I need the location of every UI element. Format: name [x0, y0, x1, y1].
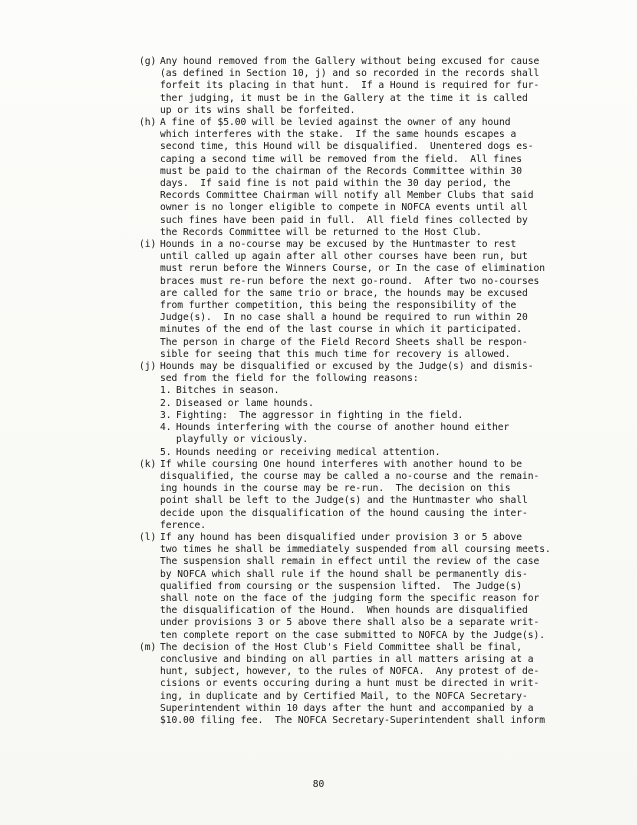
- text-line: (as defined in Section 10, j) and so recorded in the records shall: [160, 68, 540, 80]
- text-line: days. If said fine is not paid within the 30 day period, the: [160, 178, 511, 190]
- rule-section-k: [139, 459, 597, 532]
- text-line: If while coursing One hound interferes with another hound to be: [160, 458, 522, 470]
- text-line: under provisions 3 or 5 above there shall also be a separate writ-: [160, 617, 540, 629]
- text-line: owner is no longer eligible to compete in NOFCA events until all: [160, 202, 528, 214]
- text-line: ference.: [160, 519, 206, 531]
- text-line: such fines have been paid in full. All field fines collected by: [160, 214, 528, 226]
- list-item-number: 3.: [160, 409, 172, 421]
- text-line: $10.00 filing fee. The NOFCA Secretary-Superintendent shall inform: [160, 714, 545, 726]
- text-line: Diseased or lame hounds.: [176, 397, 314, 409]
- list-item-text: [176, 385, 597, 397]
- section-text-j: [160, 361, 597, 459]
- text-line: conclusive and binding on all parties in all matters arising at a: [160, 653, 534, 665]
- text-line: must be paid to the chairman of the Records Committee within 30: [160, 165, 522, 177]
- text-line: caping a second time will be removed from the field. All fines: [160, 153, 522, 165]
- text-line: The person in charge of the Field Record Sheets shall be respon-: [160, 336, 528, 348]
- text-line: Judge(s). In no case shall a hound be required to run within 20: [160, 312, 528, 324]
- text-line: ther judging, it must be in the Gallery at the time it is called: [160, 92, 528, 104]
- section-text-l: [160, 532, 597, 642]
- text-line: second time, this Hound will be disqualified. Unentered dogs es-: [160, 141, 534, 153]
- text-line: sible for seeing that this much time for recovery is allowed.: [160, 348, 511, 360]
- list-item-text: [176, 422, 597, 446]
- list-item-number: 1.: [160, 385, 172, 397]
- list-item-number: 4.: [160, 422, 172, 434]
- section-text-k: [160, 459, 597, 532]
- rule-section-l: [139, 532, 597, 642]
- text-line: Records Committee Chairman will notify all Member Clubs that said: [160, 190, 534, 202]
- text-line: disqualified, the course may be called a no-course and the remain-: [160, 470, 540, 482]
- text-line: Hounds needing or receiving medical attention.: [176, 446, 441, 458]
- text-line: The decision of the Host Club's Field Committee shall be final,: [160, 641, 522, 653]
- text-line: Hounds interfering with the course of another hound either: [176, 422, 510, 434]
- page-number: 80: [312, 779, 325, 790]
- text-line: Superintendent within 10 days after the hunt and accompanied by a: [160, 702, 534, 714]
- section-text-i: [160, 239, 597, 361]
- section-label-j: (j): [139, 361, 157, 373]
- text-line: Fighting: The aggressor in fighting in the field.: [176, 409, 464, 421]
- text-line: cisions or events occuring during a hunt must be directed in writ-: [160, 678, 540, 690]
- list-item-text: [176, 447, 597, 459]
- text-line: shall note on the face of the judging form the specific reason for: [160, 592, 540, 604]
- text-line: forfeit its placing in that hunt. If a Hound is required for fur-: [160, 80, 540, 92]
- text-line: two times he shall be immediately suspended from all coursing meets.: [160, 544, 551, 556]
- text-line: ing hounds in the course may be re-run. The decision on this: [160, 483, 511, 495]
- rule-section-g: [139, 56, 597, 117]
- text-line: are called for the same trio or brace, the hounds may be excused: [160, 287, 528, 299]
- rule-section-j: [139, 361, 597, 459]
- section-label-m: (m): [139, 641, 157, 653]
- section-label-g: (g): [139, 56, 157, 67]
- text-line: sed from the field for the following reasons:: [160, 373, 419, 385]
- text-line: ing, in duplicate and by Certified Mail, to the NOFCA Secretary-: [160, 690, 528, 702]
- list-item: [160, 447, 597, 459]
- disqualification-reasons-list: [160, 385, 597, 458]
- text-line: Bitches in season.: [176, 385, 280, 397]
- text-line: ten complete report on the case submitted to NOFCA by the Judge(s).: [160, 629, 545, 641]
- list-item-number: 5.: [160, 446, 172, 458]
- text-line: must rerun before the Winners Course, or In the case of elimination: [160, 263, 545, 275]
- section-text-h: [160, 117, 597, 239]
- text-line: A fine of $5.00 will be levied against the owner of any hound: [160, 117, 511, 129]
- section-text-m: [160, 642, 597, 727]
- text-line: the Records Committee will be returned to the Host Club.: [160, 226, 482, 238]
- text-line: playfully or viciously.: [176, 434, 309, 446]
- section-label-h: (h): [139, 117, 157, 129]
- section-label-l: (l): [139, 531, 157, 543]
- text-line: from further competition, this being the responsibility of the: [160, 300, 517, 312]
- list-item: [160, 385, 597, 397]
- text-line: minutes of the end of the last course in which it participated.: [160, 324, 522, 336]
- list-item-number: 2.: [160, 397, 172, 409]
- list-item-text: [176, 398, 597, 410]
- list-item: [160, 422, 597, 446]
- text-line: up or its wins shall be forfeited.: [160, 104, 356, 116]
- text-line: If any hound has been disqualified under provision 3 or 5 above: [160, 531, 522, 543]
- rules-content: [139, 56, 597, 727]
- rule-section-h: [139, 117, 597, 239]
- text-line: hunt, subject, however, to the rules of NOFCA. Any protest of de-: [160, 666, 540, 678]
- rule-section-m: [139, 642, 597, 727]
- text-line: point shall be left to the Judge(s) and the Huntmaster who shall: [160, 495, 528, 507]
- text-line: by NOFCA which shall rule if the hound shall be permanently dis-: [160, 568, 528, 580]
- text-line: the disqualification of the Hound. When hounds are disqualified: [160, 605, 528, 617]
- list-item: [160, 410, 597, 422]
- text-line: Hounds in a no-course may be excused by the Huntmaster to rest: [160, 239, 517, 251]
- list-item: [160, 398, 597, 410]
- section-label-k: (k): [139, 458, 157, 470]
- section-text-g: [160, 56, 597, 117]
- text-line: The suspension shall remain in effect until the review of the case: [160, 556, 540, 568]
- text-line: Any hound removed from the Gallery without being excused for cause: [160, 56, 540, 67]
- text-line: which interferes with the stake. If the same hounds escapes a: [160, 129, 517, 141]
- rule-section-i: [139, 239, 597, 361]
- text-line: qualified from coursing or the suspension lifted. The Judge(s): [160, 580, 522, 592]
- text-line: Hounds may be disqualified or excused by the Judge(s) and dismis-: [160, 361, 534, 373]
- text-line: braces must re-run before the next go-round. After two no-courses: [160, 275, 540, 287]
- section-label-i: (i): [139, 239, 157, 251]
- list-item-text: [176, 410, 597, 422]
- text-line: decide upon the disqualification of the hound causing the inter-: [160, 507, 528, 519]
- text-line: until called up again after all other courses have been run, but: [160, 251, 528, 263]
